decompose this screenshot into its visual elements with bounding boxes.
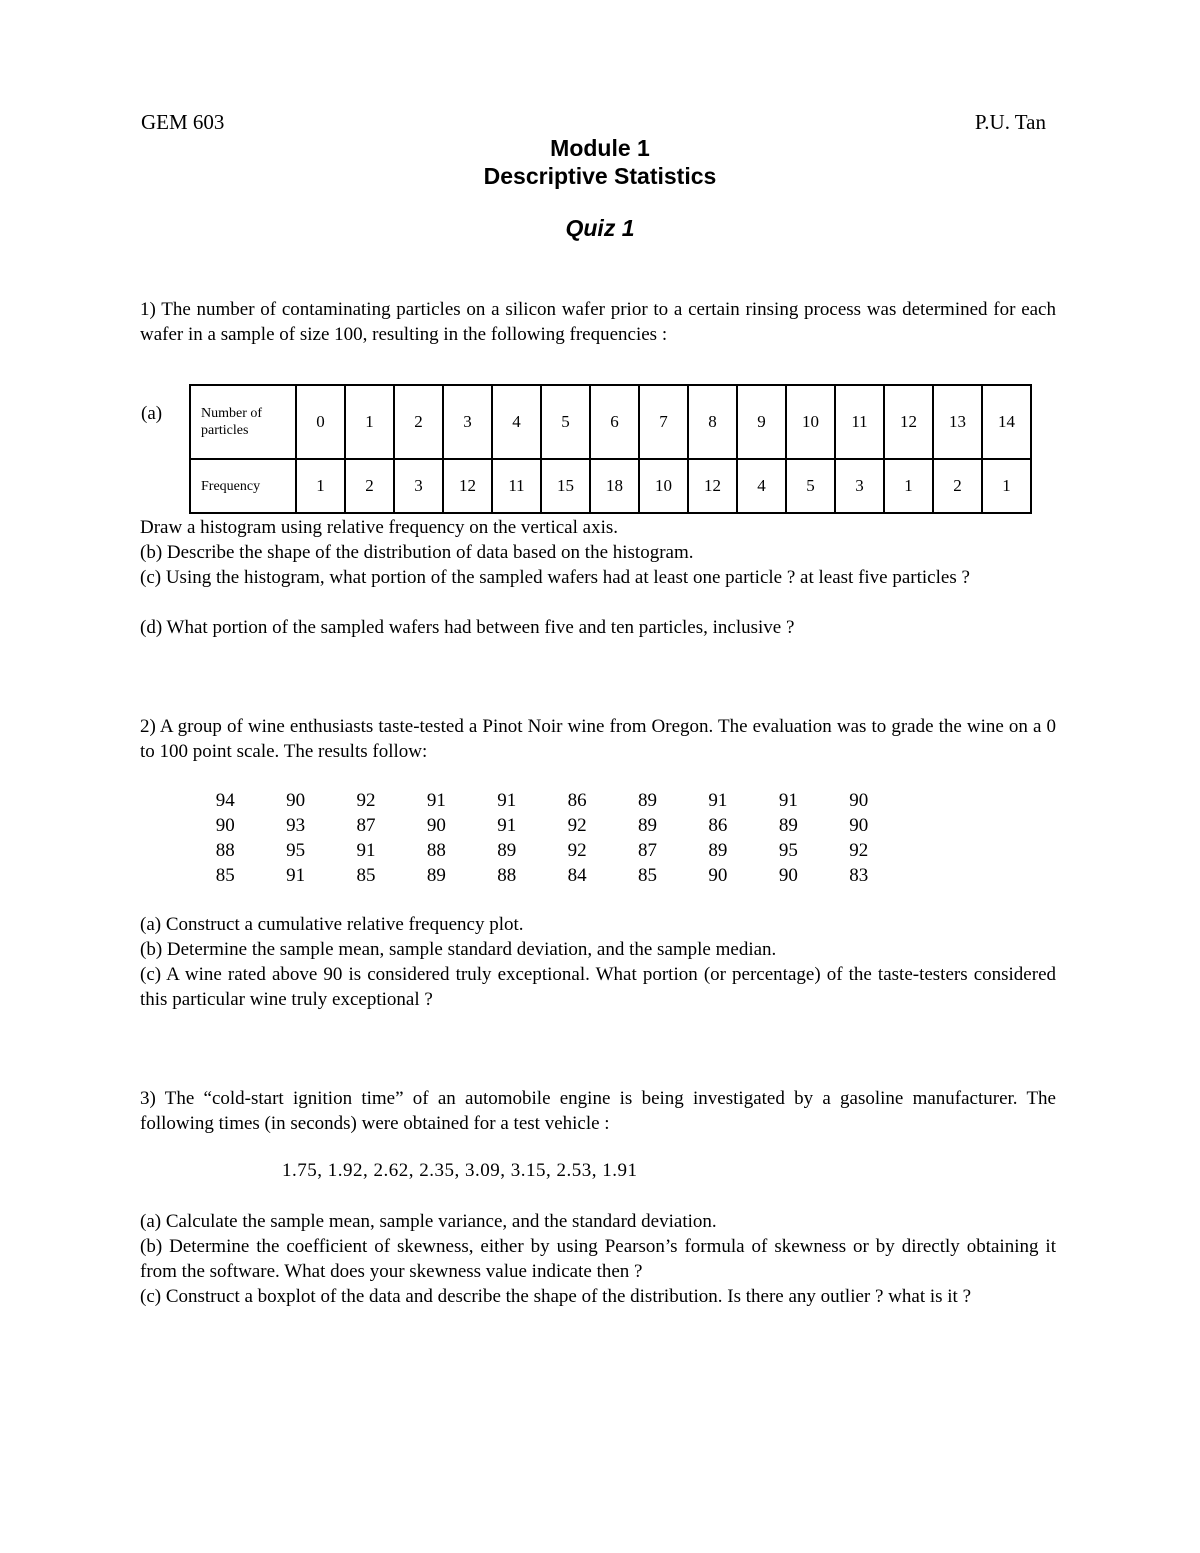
score-value: 88 bbox=[215, 840, 235, 861]
particles-cell: 14 bbox=[982, 385, 1031, 459]
particles-cell: 12 bbox=[884, 385, 933, 459]
score-value: 85 bbox=[356, 865, 376, 886]
wine-scores-grid bbox=[190, 788, 894, 888]
score-value: 90 bbox=[849, 815, 869, 836]
particles-cell: 6 bbox=[590, 385, 639, 459]
score-value: 84 bbox=[567, 865, 587, 886]
score-value: 85 bbox=[638, 865, 658, 886]
score-value: 87 bbox=[638, 840, 658, 861]
score-value: 90 bbox=[215, 815, 235, 836]
score-value: 89 bbox=[638, 815, 658, 836]
score-value: 91 bbox=[356, 840, 376, 861]
particles-cell: 7 bbox=[639, 385, 688, 459]
frequency-cell: 5 bbox=[786, 459, 835, 513]
particles-cell: 5 bbox=[541, 385, 590, 459]
particles-cell: 1 bbox=[345, 385, 394, 459]
score-value: 89 bbox=[708, 840, 728, 861]
score-value: 90 bbox=[286, 790, 306, 811]
frequency-cell: 1 bbox=[982, 459, 1031, 513]
particles-cell: 11 bbox=[835, 385, 884, 459]
q3-part-b-text: (b) Determine the coefficient of skewness, either by using Pearson’s formula of skewness or by directly obtaining it from the software. What does your skewness value indicate then ? bbox=[140, 1236, 1056, 1282]
score-value: 95 bbox=[286, 840, 306, 861]
particles-cell: 13 bbox=[933, 385, 982, 459]
score-value: 92 bbox=[356, 790, 376, 811]
frequency-cell: 1 bbox=[884, 459, 933, 513]
table-row bbox=[190, 459, 1031, 513]
frequency-cell: 1 bbox=[296, 459, 345, 513]
score-value: 90 bbox=[708, 865, 728, 886]
particles-cell: 9 bbox=[737, 385, 786, 459]
frequency-cell: 3 bbox=[835, 459, 884, 513]
particles-cell: 8 bbox=[688, 385, 737, 459]
score-value: 90 bbox=[778, 865, 798, 886]
score-value: 91 bbox=[497, 790, 517, 811]
score-value: 85 bbox=[215, 865, 235, 886]
score-value: 86 bbox=[708, 815, 728, 836]
particles-cell: 0 bbox=[296, 385, 345, 459]
frequency-cell: 2 bbox=[345, 459, 394, 513]
course-code: GEM 603 bbox=[141, 110, 225, 134]
score-value: 91 bbox=[708, 790, 728, 811]
row-header-particles: Number of particles bbox=[190, 385, 296, 459]
score-value: 90 bbox=[849, 790, 869, 811]
score-value: 86 bbox=[567, 790, 587, 811]
score-value: 88 bbox=[426, 840, 446, 861]
score-value: 92 bbox=[567, 815, 587, 836]
quiz-title: Quiz 1 bbox=[565, 215, 635, 241]
frequency-cell: 15 bbox=[541, 459, 590, 513]
author-name: P.U. Tan bbox=[974, 110, 1046, 134]
score-value: 83 bbox=[849, 865, 869, 886]
score-value: 89 bbox=[778, 815, 798, 836]
q1-intro: 1) The number of contaminating particles on a silicon wafer prior to a certain rinsing process was determined for each wafer in a sample of size 100, resulting in the following frequencies : bbox=[140, 299, 1056, 345]
score-value: 91 bbox=[778, 790, 798, 811]
module-title: Module 1 bbox=[550, 135, 650, 161]
particles-cell: 3 bbox=[443, 385, 492, 459]
q1-part-b-text: (b) Describe the shape of the distribution of data based on the histogram. bbox=[140, 542, 694, 563]
q1-part-d-text: (d) What portion of the sampled wafers had between five and ten particles, inclusive ? bbox=[140, 617, 795, 638]
q3-times-list: 1.75, 1.92, 2.62, 2.35, 3.09, 3.15, 2.53, 1.91 bbox=[282, 1160, 638, 1181]
q2-intro: 2) A group of wine enthusiasts taste-tested a Pinot Noir wine from Oregon. The evaluation was to grade the wine on a 0 to 100 point scale. The results follow: bbox=[140, 716, 1056, 762]
particles-cell: 2 bbox=[394, 385, 443, 459]
score-value: 91 bbox=[497, 815, 517, 836]
frequency-cell: 10 bbox=[639, 459, 688, 513]
frequency-cell: 11 bbox=[492, 459, 541, 513]
score-value: 92 bbox=[849, 840, 869, 861]
score-value: 94 bbox=[215, 790, 235, 811]
score-value: 88 bbox=[497, 865, 517, 886]
frequency-table bbox=[189, 384, 1032, 514]
table-row bbox=[190, 385, 1031, 459]
frequency-cell: 12 bbox=[688, 459, 737, 513]
frequency-cell: 18 bbox=[590, 459, 639, 513]
score-value: 91 bbox=[426, 790, 446, 811]
score-value: 89 bbox=[638, 790, 658, 811]
score-value: 95 bbox=[778, 840, 798, 861]
q2-part-c-text: (c) A wine rated above 90 is considered truly exceptional. What portion (or percentage) of the taste-testers considered this particular wine truly exceptional ? bbox=[140, 964, 1056, 1010]
q2-part-a-text: (a) Construct a cumulative relative frequency plot. bbox=[140, 914, 524, 935]
q2-part-b-text: (b) Determine the sample mean, sample standard deviation, and the sample median. bbox=[140, 939, 777, 960]
score-value: 91 bbox=[286, 865, 306, 886]
q1-part-c-text: (c) Using the histogram, what portion of the sampled wafers had at least one particle ? at least five particles ? bbox=[140, 567, 970, 588]
score-value: 90 bbox=[426, 815, 446, 836]
q3-part-c-text: (c) Construct a boxplot of the data and describe the shape of the distribution. Is there any outlier ? what is it ? bbox=[140, 1286, 972, 1307]
frequency-cell: 12 bbox=[443, 459, 492, 513]
subject-title: Descriptive Statistics bbox=[483, 163, 717, 189]
frequency-cell: 4 bbox=[737, 459, 786, 513]
score-value: 87 bbox=[356, 815, 376, 836]
particles-cell: 10 bbox=[786, 385, 835, 459]
q3-part-a-text: (a) Calculate the sample mean, sample variance, and the standard deviation. bbox=[140, 1211, 717, 1232]
q1-part-a-label: (a) bbox=[141, 403, 163, 424]
q3-intro: 3) The “cold-start ignition time” of an automobile engine is being investigated by a gasoline manufacturer. The following times (in seconds) were obtained for a test vehicle : bbox=[140, 1088, 1056, 1134]
score-value: 92 bbox=[567, 840, 587, 861]
frequency-cell: 2 bbox=[933, 459, 982, 513]
q1-part-a-text: Draw a histogram using relative frequency on the vertical axis. bbox=[140, 517, 618, 538]
score-value: 89 bbox=[426, 865, 446, 886]
row-header-frequency: Frequency bbox=[190, 459, 296, 513]
particles-cell: 4 bbox=[492, 385, 541, 459]
score-value: 93 bbox=[286, 815, 306, 836]
score-value: 89 bbox=[497, 840, 517, 861]
frequency-cell: 3 bbox=[394, 459, 443, 513]
